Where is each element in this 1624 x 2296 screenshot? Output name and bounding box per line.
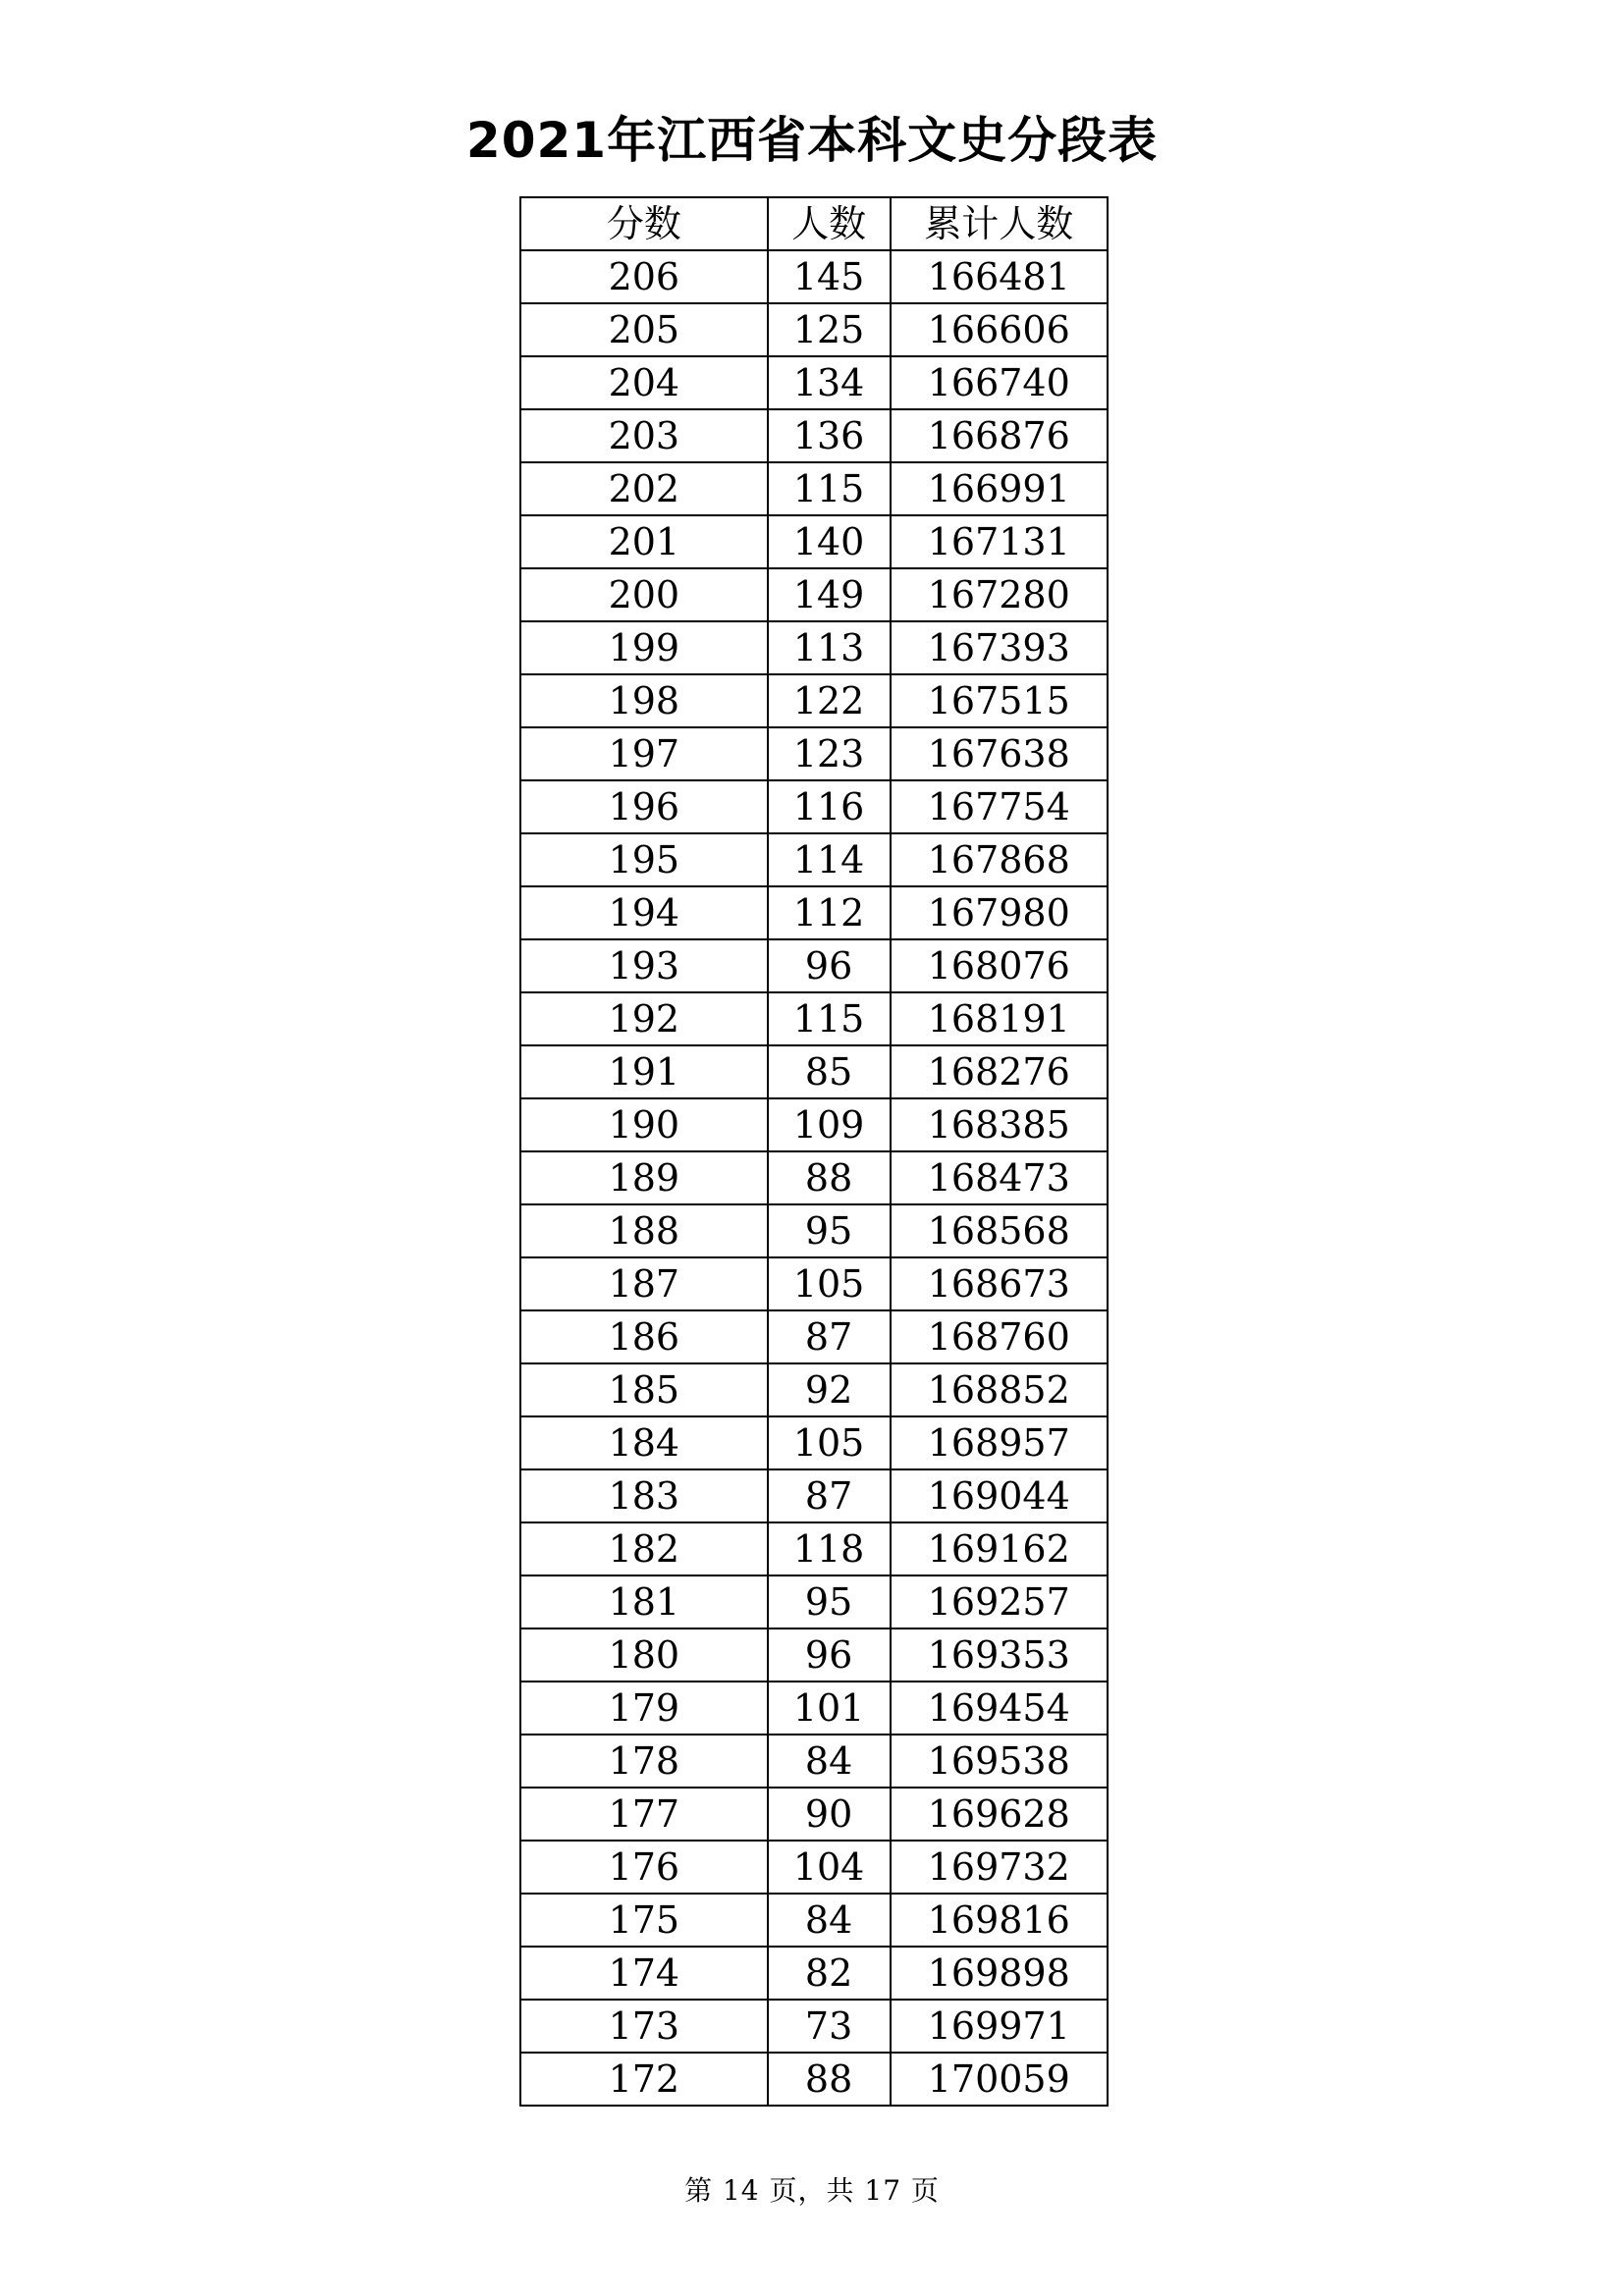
cell-score: 178 [520,1735,768,1788]
cell-cumulative: 166481 [891,250,1109,303]
page-title: 2021年江西省本科文史分段表 [465,112,1159,169]
cell-score: 173 [520,2000,768,2053]
cell-count: 88 [768,2053,891,2106]
cell-score: 190 [520,1098,768,1151]
cell-count: 104 [768,1841,891,1894]
table-row [520,1894,1108,1947]
cell-score: 175 [520,1894,768,1947]
cell-cumulative: 167131 [891,515,1109,568]
table-body [520,250,1108,2106]
table-row [520,1310,1108,1363]
table-row [520,1788,1108,1841]
table-row [520,621,1108,674]
cell-cumulative: 167868 [891,833,1109,886]
cell-count: 101 [768,1682,891,1735]
cell-score: 198 [520,674,768,727]
cell-cumulative: 168673 [891,1257,1109,1310]
cell-score: 186 [520,1310,768,1363]
cell-score: 206 [520,250,768,303]
cell-count: 114 [768,833,891,886]
cell-score: 172 [520,2053,768,2106]
cell-cumulative: 168760 [891,1310,1109,1363]
cell-count: 105 [768,1416,891,1469]
cell-cumulative: 169353 [891,1629,1109,1682]
cell-cumulative: 168473 [891,1151,1109,1204]
cell-score: 188 [520,1204,768,1257]
cell-count: 84 [768,1735,891,1788]
cell-count: 116 [768,780,891,833]
cell-score: 189 [520,1151,768,1204]
cell-cumulative: 169454 [891,1682,1109,1735]
cell-cumulative: 167280 [891,568,1109,621]
cell-score: 187 [520,1257,768,1310]
cell-cumulative: 166740 [891,356,1109,409]
header-count: 人数 [768,197,891,250]
table-row [520,727,1108,780]
table-row [520,1629,1108,1682]
table-row [520,1735,1108,1788]
table-row [520,1416,1108,1469]
table-row [520,250,1108,303]
cell-score: 202 [520,462,768,515]
cell-count: 95 [768,1204,891,1257]
cell-score: 181 [520,1575,768,1629]
cell-score: 192 [520,992,768,1045]
cell-count: 122 [768,674,891,727]
cell-cumulative: 169628 [891,1788,1109,1841]
cell-score: 204 [520,356,768,409]
cell-score: 199 [520,621,768,674]
cell-score: 174 [520,1947,768,2000]
table-row [520,1841,1108,1894]
cell-score: 193 [520,939,768,992]
cell-score: 194 [520,886,768,939]
table-row [520,1204,1108,1257]
table-row [520,1575,1108,1629]
cell-count: 87 [768,1310,891,1363]
cell-score: 195 [520,833,768,886]
table-row [520,2000,1108,2053]
cell-score: 180 [520,1629,768,1682]
cell-count: 95 [768,1575,891,1629]
cell-cumulative: 166991 [891,462,1109,515]
cell-cumulative: 169162 [891,1522,1109,1575]
table-row [520,1257,1108,1310]
cell-score: 191 [520,1045,768,1098]
table-row [520,1098,1108,1151]
cell-cumulative: 168385 [891,1098,1109,1151]
cell-cumulative: 169971 [891,2000,1109,2053]
page-number: 第 14 页，共 17 页 [684,2174,940,2207]
cell-count: 90 [768,1788,891,1841]
cell-cumulative: 167754 [891,780,1109,833]
table-row [520,515,1108,568]
table-row [520,303,1108,356]
cell-count: 115 [768,992,891,1045]
cell-count: 145 [768,250,891,303]
table-row [520,462,1108,515]
cell-count: 115 [768,462,891,515]
table-row [520,356,1108,409]
cell-score: 176 [520,1841,768,1894]
cell-cumulative: 169538 [891,1735,1109,1788]
table-row [520,1045,1108,1098]
cell-count: 134 [768,356,891,409]
cell-count: 125 [768,303,891,356]
cell-score: 197 [520,727,768,780]
table-row [520,1682,1108,1735]
cell-cumulative: 168191 [891,992,1109,1045]
cell-count: 92 [768,1363,891,1416]
cell-cumulative: 168276 [891,1045,1109,1098]
cell-cumulative: 168076 [891,939,1109,992]
header-score: 分数 [520,197,768,250]
table-row [520,833,1108,886]
cell-count: 87 [768,1469,891,1522]
cell-cumulative: 166606 [891,303,1109,356]
cell-count: 82 [768,1947,891,2000]
header-cumulative: 累计人数 [891,197,1109,250]
cell-score: 184 [520,1416,768,1469]
cell-count: 149 [768,568,891,621]
table-row [520,939,1108,992]
score-table [519,196,1109,2107]
cell-cumulative: 169257 [891,1575,1109,1629]
cell-count: 136 [768,409,891,462]
cell-count: 88 [768,1151,891,1204]
cell-cumulative: 169044 [891,1469,1109,1522]
cell-count: 109 [768,1098,891,1151]
cell-score: 177 [520,1788,768,1841]
cell-cumulative: 169816 [891,1894,1109,1947]
cell-count: 73 [768,2000,891,2053]
cell-count: 96 [768,1629,891,1682]
cell-score: 201 [520,515,768,568]
table-row [520,1469,1108,1522]
table-row [520,1151,1108,1204]
table-row [520,1522,1108,1575]
cell-cumulative: 167980 [891,886,1109,939]
cell-cumulative: 168957 [891,1416,1109,1469]
cell-cumulative: 168852 [891,1363,1109,1416]
table-row [520,886,1108,939]
cell-count: 113 [768,621,891,674]
cell-cumulative: 170059 [891,2053,1109,2106]
cell-cumulative: 166876 [891,409,1109,462]
table-row [520,409,1108,462]
table-row [520,568,1108,621]
cell-score: 205 [520,303,768,356]
table-header-row [520,197,1108,250]
cell-score: 183 [520,1469,768,1522]
cell-count: 123 [768,727,891,780]
cell-cumulative: 167393 [891,621,1109,674]
cell-score: 182 [520,1522,768,1575]
cell-count: 140 [768,515,891,568]
cell-count: 112 [768,886,891,939]
cell-count: 96 [768,939,891,992]
cell-cumulative: 169898 [891,1947,1109,2000]
cell-cumulative: 167515 [891,674,1109,727]
cell-score: 179 [520,1682,768,1735]
cell-count: 105 [768,1257,891,1310]
cell-score: 200 [520,568,768,621]
cell-score: 185 [520,1363,768,1416]
table-row [520,780,1108,833]
cell-score: 203 [520,409,768,462]
table-row [520,2053,1108,2106]
table-row [520,1363,1108,1416]
cell-count: 84 [768,1894,891,1947]
table-row [520,1947,1108,2000]
cell-score: 196 [520,780,768,833]
cell-cumulative: 167638 [891,727,1109,780]
cell-count: 85 [768,1045,891,1098]
cell-count: 118 [768,1522,891,1575]
cell-cumulative: 168568 [891,1204,1109,1257]
table-row [520,674,1108,727]
cell-cumulative: 169732 [891,1841,1109,1894]
table-row [520,992,1108,1045]
